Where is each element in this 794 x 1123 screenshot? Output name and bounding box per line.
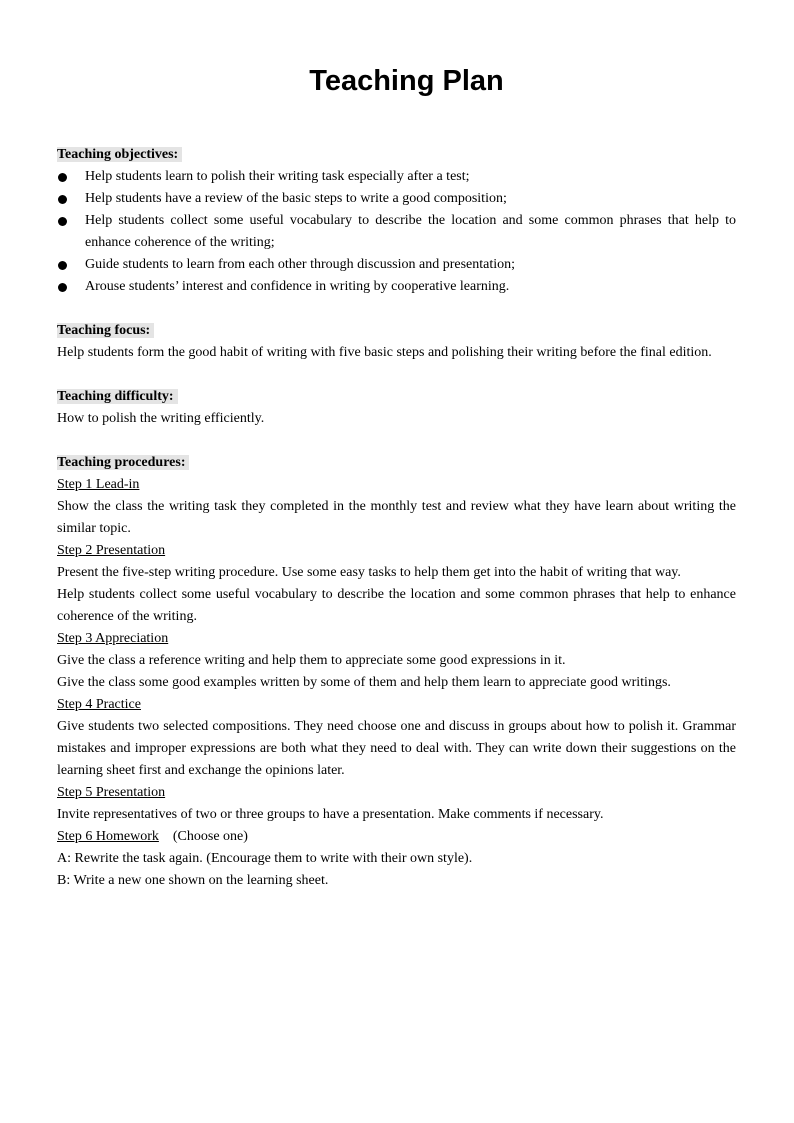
list-item: Help students learn to polish their writing task especially after a test; (57, 166, 736, 188)
step-3-paragraph: Give the class a reference writing and help them to appreciate some good expressions in it. (57, 653, 566, 668)
homework-option-b: B: Write a new one shown on the learning sheet. (57, 873, 329, 888)
step-5-title: Step 5 Presentation (57, 785, 166, 800)
step-2-paragraph: Help students collect some useful vocabulary to describe the location and some common phrases that help to enhance coherence of the writing. (57, 587, 736, 624)
bullet-icon (58, 261, 67, 270)
objectives-section (57, 144, 736, 298)
list-item: Arouse students’ interest and confidence in writing by cooperative learning. (57, 276, 736, 298)
step-5-paragraph: Invite representatives of two or three groups to have a presentation. Make comments if necessary. (57, 807, 604, 822)
difficulty-text: How to polish the writing efficiently. (57, 411, 265, 426)
step-2-paragraph: Present the five-step writing procedure. Use some easy tasks to help them get into the habit of writing that way. (57, 565, 681, 580)
bullet-icon (58, 173, 67, 182)
step-6-note: (Choose one) (172, 829, 248, 844)
objectives-heading: Teaching objectives: (57, 144, 736, 166)
objectives-list (57, 166, 736, 298)
list-item: Guide students to learn from each other through discussion and presentation; (57, 254, 736, 276)
list-item: Help students collect some useful vocabulary to describe the location and some common phrases that help to enhance coherence of the writing; (57, 210, 736, 254)
procedures-heading: Teaching procedures: (57, 452, 736, 474)
bullet-icon (58, 283, 67, 292)
focus-text: Help students form the good habit of writing with five basic steps and polishing their writing before the final edition. (57, 345, 712, 360)
bullet-icon (58, 217, 67, 226)
procedures-section (57, 452, 736, 892)
page-title: Teaching Plan (309, 65, 504, 97)
list-item: Help students have a review of the basic steps to write a good composition; (57, 188, 736, 210)
focus-section (57, 320, 736, 364)
difficulty-section (57, 386, 736, 430)
bullet-icon (58, 195, 67, 204)
step-4-paragraph: Give students two selected compositions. They need choose one and discuss in groups about how to polish it. Grammar mistakes and improper expressions are both what they need to deal with. They can write down their suggestions on the learning sheet first and exchange the opinions later. (57, 719, 736, 778)
step-1-title: Step 1 Lead-in (57, 477, 140, 492)
difficulty-heading: Teaching difficulty: (57, 386, 736, 408)
step-3-paragraph: Give the class some good examples written by some of them and help them learn to appreciate good writings. (57, 675, 671, 690)
step-1-paragraph: Show the class the writing task they completed in the monthly test and review what they have learn about writing the similar topic. (57, 499, 736, 536)
step-6-title: Step 6 Homework (Choose one) (57, 829, 248, 844)
step-2-title: Step 2 Presentation (57, 543, 166, 558)
focus-heading: Teaching focus: (57, 320, 736, 342)
step-4-title: Step 4 Practice (57, 697, 141, 712)
step-3-title: Step 3 Appreciation (57, 631, 169, 646)
homework-option-a: A: Rewrite the task again. (Encourage them to write with their own style). (57, 851, 473, 866)
